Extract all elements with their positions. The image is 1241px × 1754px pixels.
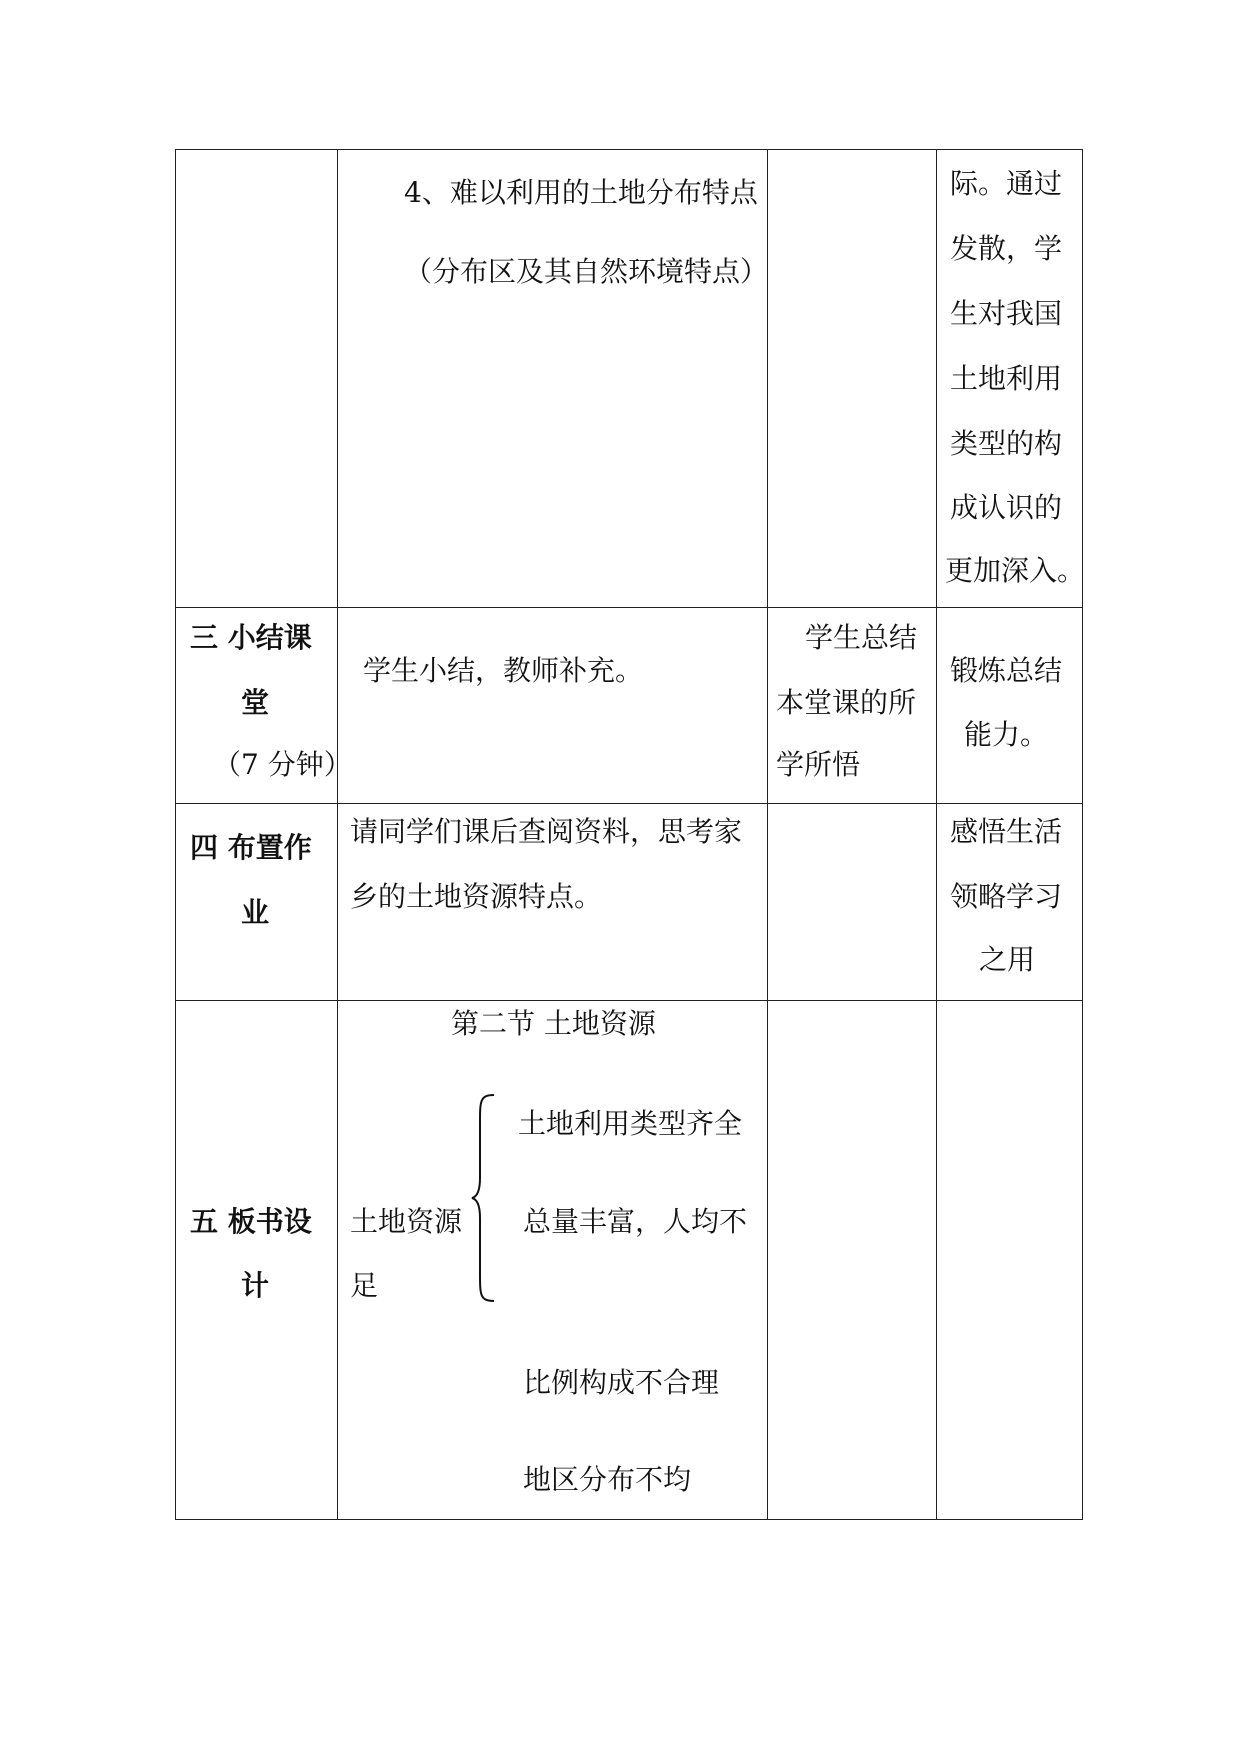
intent-text: 土地利用 — [950, 362, 1063, 395]
column-divider — [337, 149, 338, 1520]
activity-text: 学生总结 — [805, 621, 918, 654]
intent-text: 生对我国 — [950, 297, 1063, 330]
intent-text: 锻炼总结 — [950, 654, 1063, 687]
stage-title: 四 布置作 — [190, 831, 312, 864]
content-text: 4、难以利用的土地分布特点 — [404, 176, 758, 209]
table-border-left — [175, 149, 176, 1520]
intent-text: 发散，学 — [950, 232, 1063, 265]
content-text: 学生小结，教师补充。 — [363, 654, 644, 687]
board-branch: 土地利用类型齐全 — [518, 1107, 743, 1140]
curly-brace-icon — [470, 1093, 496, 1303]
content-text: （分布区及其自然环境特点） — [404, 255, 769, 288]
intent-text: 领略学习 — [950, 880, 1063, 913]
intent-text: 成认识的 — [950, 491, 1063, 524]
board-branch: 总量丰富，人均不 — [523, 1205, 748, 1238]
intent-text: 更加深入。 — [945, 554, 1086, 587]
board-branch: 地区分布不均 — [523, 1463, 692, 1496]
content-text: 请同学们课后查阅资料，思考家 — [350, 815, 743, 848]
column-divider — [936, 149, 937, 1520]
stage-title: 五 板书设 — [190, 1205, 312, 1238]
content-text: 乡的土地资源特点。 — [350, 880, 603, 913]
intent-text: 际。通过 — [950, 167, 1063, 200]
intent-text: 之用 — [979, 943, 1036, 976]
activity-text: 学所悟 — [776, 748, 861, 781]
intent-text: 感悟生活 — [950, 815, 1063, 848]
row-divider — [175, 803, 1082, 804]
board-root-term: 足 — [350, 1269, 379, 1302]
stage-title: 三 小结课 — [190, 621, 312, 654]
table-border-right — [1082, 149, 1083, 1520]
intent-text: 能力。 — [964, 718, 1049, 751]
stage-time: （7 分钟） — [213, 748, 352, 781]
stage-title: 计 — [241, 1269, 270, 1302]
table-border-bottom — [175, 1519, 1082, 1520]
stage-title: 业 — [241, 896, 270, 929]
row-divider — [175, 1000, 1082, 1001]
column-divider — [767, 149, 768, 1520]
board-branch: 比例构成不合理 — [523, 1366, 720, 1399]
board-title: 第二节 土地资源 — [451, 1007, 656, 1040]
board-root-term: 土地资源 — [350, 1205, 463, 1238]
intent-text: 类型的构 — [950, 427, 1063, 460]
table-border-top — [175, 149, 1082, 150]
row-divider — [175, 607, 1082, 608]
stage-title: 堂 — [241, 686, 270, 719]
activity-text: 本堂课的所 — [776, 686, 917, 719]
